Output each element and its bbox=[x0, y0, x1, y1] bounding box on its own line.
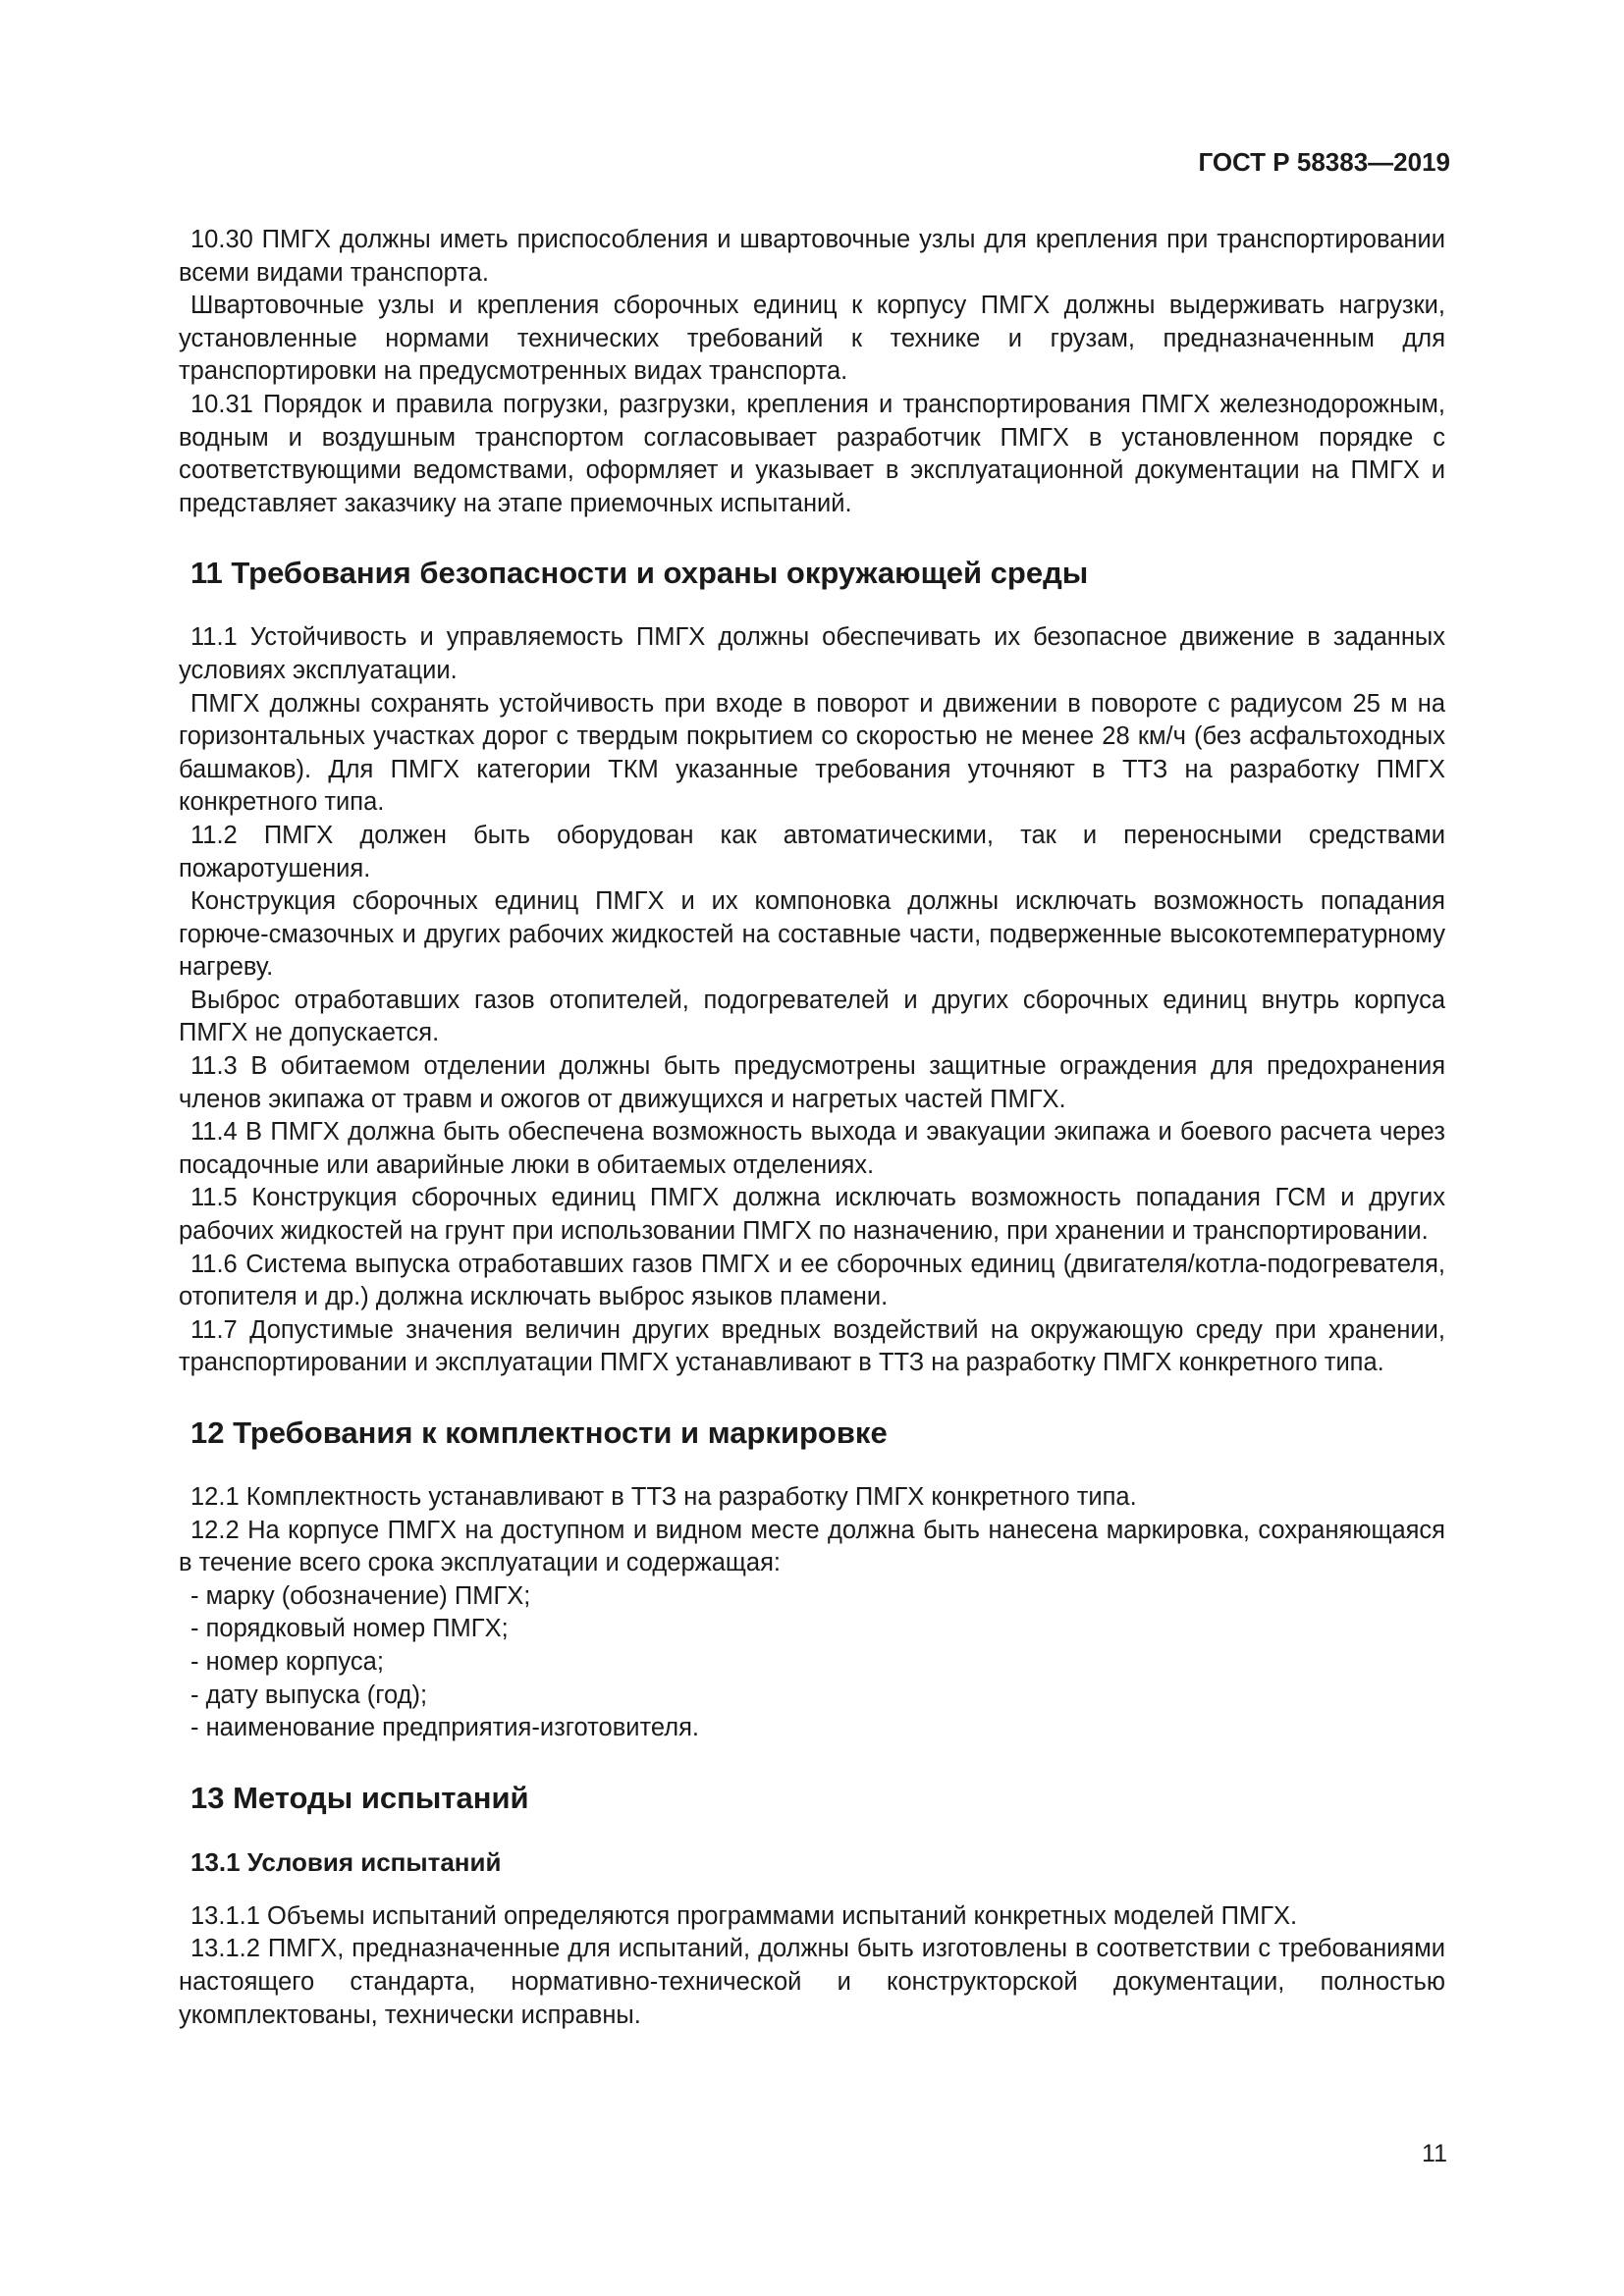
list-item: - дату выпуска (год); bbox=[190, 1681, 428, 1709]
list-item: - марку (обозначение) ПМГХ; bbox=[190, 1581, 531, 1610]
section-11-heading: 11 Требования безопасности и охраны окружающей среды bbox=[190, 556, 1089, 591]
document-code: ГОСТ Р 58383—2019 bbox=[1198, 147, 1450, 177]
section-13-heading: 13 Методы испытаний bbox=[190, 1780, 529, 1815]
subsection-13-1-heading: 13.1 Условия испытаний bbox=[190, 1846, 502, 1877]
paragraph-11-1: 11.1 Устойчивость и управляемость ПМГХ должны обеспечивать их безопасное движение в заданных условиях эксплуатации. bbox=[179, 623, 1445, 684]
paragraph-11-4: 11.4 В ПМГХ должна быть обеспечена возможность выхода и эвакуации экипажа и боевого расчета через посадочные или аварийные люки в обитаемых отделениях. bbox=[179, 1118, 1445, 1179]
paragraph-construction: Конструкция сборочных единиц ПМГХ и их компоновка должны исключать возможность попадания горюче-смазочных и других рабочих жидкостей на составные части, подверженные высокотемпературному нагреву. bbox=[179, 887, 1445, 982]
paragraph-12-2: 12.2 На корпусе ПМГХ на доступном и видном месте должна быть нанесена маркировка, сохраняющаяся в течение всего срока эксплуатации и содержащая: bbox=[179, 1516, 1445, 1577]
list-item: - порядковый номер ПМГХ; bbox=[190, 1615, 509, 1643]
paragraph-exhaust: Выброс отработавших газов отопителей, подогревателей и других сборочных единиц внутрь корпуса ПМГХ не допускается. bbox=[179, 986, 1445, 1047]
paragraph-11-5: 11.5 Конструкция сборочных единиц ПМГХ должна исключать возможность попадания ГСМ и других рабочих жидкостей на грунт при использовании ПМГХ по назначению, при хранении и транспортировании. bbox=[179, 1184, 1445, 1246]
paragraph-11-7: 11.7 Допустимые значения величин других вредных воздействий на окружающую среду при хранении, транспортировании и эксплуатации ПМГХ устанавливают в ТТЗ на разработку ПМГХ конкретного типа. bbox=[179, 1315, 1445, 1377]
paragraph-10-31: 10.31 Порядок и правила погрузки, разгрузки, крепления и транспортирования ПМГХ железнодорожным, водным и воздушным транспортом согласовывает разработчик ПМГХ в установленном порядке с соответствующими ведомствами, оформляет и указывает в эксплуатационной документации на ПМГХ и представляет заказчику на этапе приемочных испытаний. bbox=[179, 390, 1445, 517]
paragraph-11-3: 11.3 В обитаемом отделении должны быть предусмотрены защитные ограждения для предохранения членов экипажа от травм и ожогов от движущихся и нагретых частей ПМГХ. bbox=[179, 1052, 1445, 1113]
paragraph-11-6: 11.6 Система выпуска отработавших газов ПМГХ и ее сборочных единиц (двигателя/котла-подогревателя, отопителя и др.) должна исключать выброс языков пламени. bbox=[179, 1250, 1445, 1311]
page-number: 11 bbox=[1422, 2140, 1447, 2167]
section-12-heading: 12 Требования к комплектности и маркировке bbox=[190, 1415, 888, 1450]
paragraph-12-1: 12.1 Комплектность устанавливают в ТТЗ на разработку ПМГХ конкретного типа. bbox=[190, 1483, 1137, 1511]
paragraph-13-1-1: 13.1.1 Объемы испытаний определяются программами испытаний конкретных моделей ПМГХ. bbox=[190, 1901, 1298, 1930]
paragraph-mooring: Швартовочные узлы и крепления сборочных единиц к корпусу ПМГХ должны выдерживать нагрузки, установленные нормами технических требований к технике и грузам, предназначенным для транспортировки на предусмотренных видах транспорта. bbox=[179, 292, 1445, 386]
list-item: - наименование предприятия-изготовителя. bbox=[190, 1714, 700, 1742]
paragraph-11-2: 11.2 ПМГХ должен быть оборудован как автоматическими, так и переносными средствами пожаротушения. bbox=[179, 821, 1445, 882]
document-body bbox=[179, 224, 1445, 2032]
paragraph-stability: ПМГХ должны сохранять устойчивость при входе в поворот и движении в повороте с радиусом 25 м на горизонтальных участках дорог с твердым покрытием со скоростью не менее 28 км/ч (без асфальтоходных башмаков). Для ПМГХ категории ТКМ указанные требования уточняют в ТТЗ на разработку ПМГХ конкретного типа. bbox=[179, 689, 1445, 817]
paragraph-13-1-2: 13.1.2 ПМГХ, предназначенные для испытаний, должны быть изготовлены в соответствии с требованиями настоящего стандарта, нормативно-технической и конструкторской документации, полностью укомплектованы, технически исправны. bbox=[179, 1935, 1445, 2029]
list-item: - номер корпуса; bbox=[190, 1647, 384, 1676]
paragraph-10-30: 10.30 ПМГХ должны иметь приспособления и швартовочные узлы для крепления при транспортировании всеми видами транспорта. bbox=[179, 226, 1445, 287]
